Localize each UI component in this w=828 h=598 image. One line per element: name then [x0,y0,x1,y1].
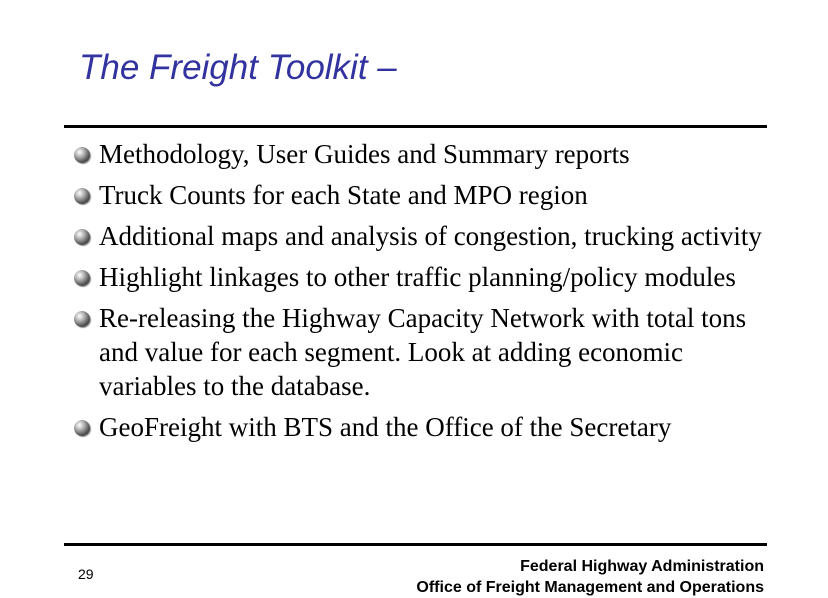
bullet-text: GeoFreight with BTS and the Office of the Secretary [99,412,672,442]
bullet-item-linkages [74,260,774,294]
page-number: 29 [78,566,94,582]
footer-org-line1: Federal Highway Administration [520,558,764,575]
bullet-item-truck-counts [74,178,774,212]
bullet-text: Methodology, User Guides and Summary reports [99,139,630,169]
footer-org-line2: Office of Freight Management and Operations [416,579,764,596]
sphere-bullet-icon [74,420,90,436]
sphere-bullet-icon [74,311,90,327]
bullet-text: Re-releasing the Highway Capacity Network with total tons and value for each segment. Look at adding economic variables to the database. [99,303,747,401]
sphere-bullet-icon [74,188,90,204]
footer-divider [64,543,767,546]
bullet-item-highway-capacity [74,301,774,403]
sphere-bullet-icon [74,270,90,286]
sphere-bullet-icon [74,229,90,245]
bullet-text: Highlight linkages to other traffic planning/policy modules [99,262,736,292]
bullet-text: Additional maps and analysis of congestion, trucking activity [99,221,762,251]
title-divider [64,125,767,128]
sphere-bullet-icon [74,147,90,163]
slide-title: The Freight Toolkit – [79,48,397,87]
bullet-item-methodology [74,137,774,171]
bullet-item-additional-maps [74,219,774,253]
bullet-list [74,137,774,451]
footer-organization [416,556,764,598]
bullet-item-geofreight [74,410,774,444]
bullet-text: Truck Counts for each State and MPO region [99,180,588,210]
